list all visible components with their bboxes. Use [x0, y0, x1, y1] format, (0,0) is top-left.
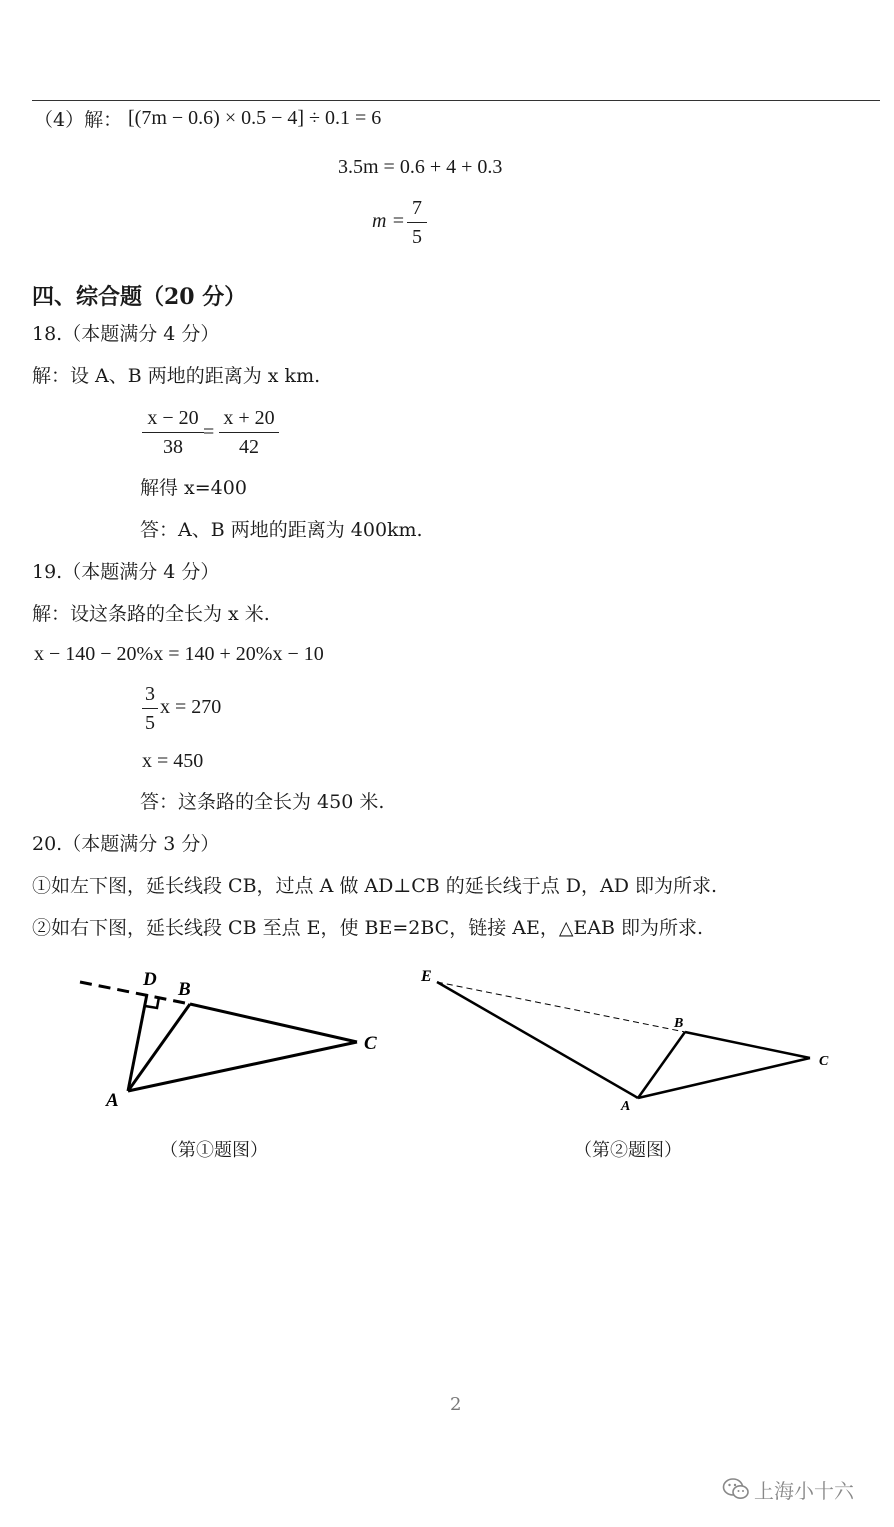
q18-setup: 解：设 A、B 两地的距离为 x km.: [32, 365, 321, 387]
q19-answer: 答：这条路的全长为 450 米.: [140, 791, 385, 813]
fraction-bar: [407, 222, 427, 223]
q17-4-label: （4）解：: [34, 109, 123, 131]
q17-4-eq3-lhs: m =: [372, 210, 405, 232]
q18-lhs-fraction: [142, 406, 204, 459]
fig2-segment-ac: [638, 1058, 810, 1098]
section-title: 四、综合题（20 分）: [32, 284, 247, 310]
fraction-bar: [142, 708, 158, 709]
fig1-label-b: B: [178, 979, 191, 1000]
top-rule: [32, 100, 880, 101]
fig2-label-c: C: [819, 1054, 829, 1069]
q18-answer: 答：A、B 两地的距离为 400km.: [140, 519, 423, 541]
watermark-text: 上海小十六: [754, 1478, 854, 1503]
fig2-label-a: A: [621, 1099, 631, 1114]
fraction-numerator: 7: [412, 197, 422, 219]
fraction-numerator: 3: [145, 683, 155, 705]
fraction-bar: [219, 432, 279, 433]
fig1-segment-bc: [190, 1004, 357, 1042]
fig2-segment-bc: [685, 1032, 810, 1058]
fig1-segment-ac: [128, 1042, 357, 1091]
q18-solve: 解得 x=400: [140, 477, 247, 499]
q20-header: 20.（本题满分 3 分）: [32, 833, 220, 855]
watermark: [722, 1474, 854, 1504]
q19-setup: 解：设这条路的全长为 x 米.: [32, 603, 270, 625]
fig1-label-a: A: [106, 1090, 119, 1111]
q18-equals: =: [203, 421, 215, 443]
figure-2-diagram: [400, 960, 860, 1120]
fraction-denominator: 5: [412, 226, 422, 248]
fig2-label-b: B: [674, 1016, 684, 1031]
q19-fraction: [142, 682, 158, 735]
figure-1-diagram: [0, 960, 440, 1120]
fig2-extension-dashed-line: [437, 982, 685, 1032]
q17-4-eq2: 3.5m = 0.6 + 4 + 0.3: [338, 156, 503, 178]
page-number: 2: [450, 1394, 462, 1415]
fig1-label-d: D: [143, 969, 157, 990]
q17-4-fraction: [407, 196, 427, 249]
q20-part1: ①如左下图，延长线段 CB，过点 A 做 AD⊥CB 的延长线于点 D，AD 即为所求.: [32, 875, 718, 897]
fraction-denominator: 42: [239, 436, 259, 458]
q20-part2: ②如右下图，延长线段 CB 至点 E，使 BE=2BC，链接 AE，△EAB 即为所求.: [32, 917, 704, 939]
q19-header: 19.（本题满分 4 分）: [32, 561, 220, 583]
q19-eq1: x − 140 − 20%x = 140 + 20%x − 10: [34, 643, 324, 665]
figure-2-caption: （第②题图）: [574, 1140, 682, 1161]
fig1-label-c: C: [364, 1033, 377, 1054]
fig2-segment-ae: [437, 982, 638, 1098]
figure-1-caption: （第①题图）: [160, 1140, 268, 1161]
q18-header: 18.（本题满分 4 分）: [32, 323, 220, 345]
fraction-numerator: x + 20: [223, 407, 275, 429]
fraction-denominator: 5: [145, 712, 155, 734]
q19-eq2: x = 270: [160, 696, 222, 718]
fraction-bar: [142, 432, 204, 433]
q18-rhs-fraction: [219, 406, 279, 459]
fig1-extension-dashed-line: [80, 982, 190, 1004]
fraction-denominator: 38: [163, 436, 183, 458]
wechat-icon: [722, 1476, 750, 1502]
q19-eq3: x = 450: [142, 750, 204, 772]
fig2-label-e: E: [421, 968, 432, 985]
fraction-numerator: x − 20: [147, 407, 199, 429]
q17-4-eq1: [(7m − 0.6) × 0.5 − 4] ÷ 0.1 = 6: [128, 107, 382, 129]
